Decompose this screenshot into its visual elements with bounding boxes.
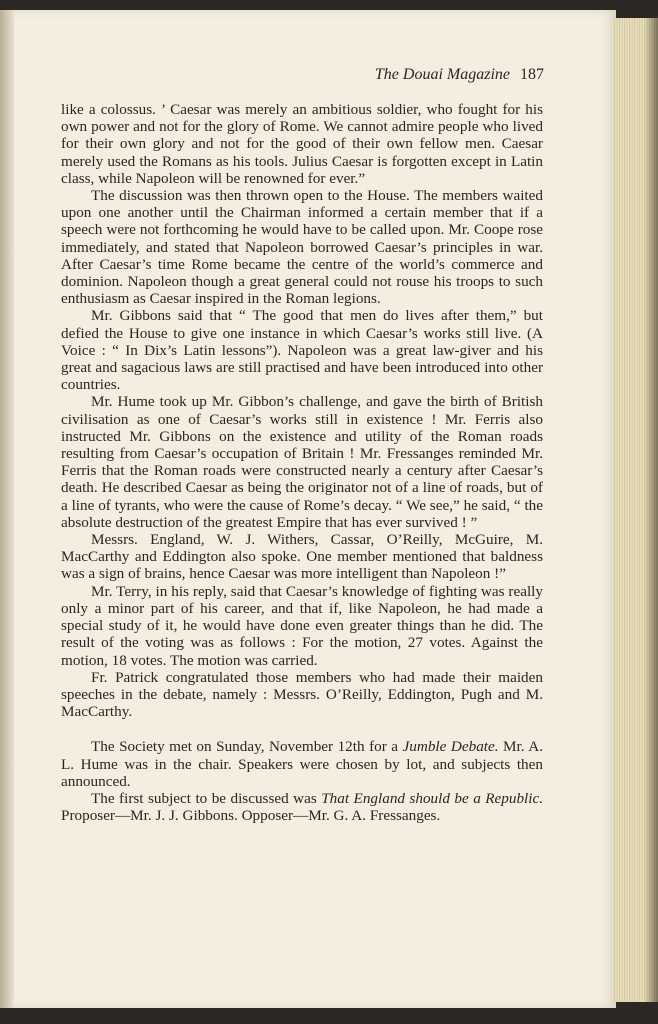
paragraph: like a colossus. ’ Caesar was merely an ambitious soldier, who fought for his own power and not for the glory of Rome. We cannot admire people who lived for their own glory and not for the good of their own fellow men. Caesar merely used the Romans as his tools. Julius Caesar is forgotten except in Latin class, while Napoleon will be renowned for ever.” (61, 101, 543, 187)
paragraph: Mr. Terry, in his reply, said that Caesar’s knowledge of fighting was really only a minor part of his career, and that if, like Napoleon, he had made a special study of it, he would have done even greater things than he did. The result of the voting was as follows : For the motion, 27 votes. Against the motion, 18 votes. The motion was carried. (61, 582, 543, 669)
body-text (61, 101, 543, 824)
paragraph: Mr. Hume took up Mr. Gibbon’s challenge, and gave the birth of British civilisation as one of Caesar’s works still in existence ! Mr. Ferris also instructed Mr. Gibbons on the existence and utility of the Roman roads resulting from Caesar’s occupation of Britain ! Mr. Fressanges reminded Mr. Ferris that the Roman roads were constructed nearly a century after Caesar’s death. He described Caesar as being the originator not of a line of roads, but of a line of tyrants, who were the cause of Rome’s decay. “ We see,” he said, “ the absolute destruction of the greatest Empire that has ever survived ! ” (61, 393, 543, 531)
paragraph: Fr. Patrick congratulated those members who had made their maiden speeches in the debate, namely : Messrs. O’Reilly, Eddington, Pugh and M. MacCarthy. (61, 668, 543, 721)
magazine-title: The Douai Magazine (374, 66, 510, 83)
page-gutter (0, 10, 14, 1008)
page-number: 187 (520, 66, 544, 83)
paragraph-first-subject: The first subject to be discussed was That England should be a Republic. Proposer—Mr. J. J. Gibbons. Opposer—Mr. G. A. Fressanges. (61, 789, 544, 825)
paragraph: Messrs. England, W. J. Withers, Cassar, O’Reilly, McGuire, M. MacCarthy and Eddington also spoke. One member mentioned that baldness was a sign of brains, hence Caesar was more intelligent than Napoleon !” (61, 531, 543, 583)
page-edges (614, 18, 658, 1002)
paragraph: Mr. Gibbons said that “ The good that men do lives after them,” but defied the House to give one instance in which Caesar’s works still live. (A Voice : “ In Dix’s Latin lessons”). Napoleon was a great law-giver and his great and sagacious laws are still practised and have been introduced into other countries. (61, 307, 543, 394)
running-header (340, 66, 544, 84)
paragraph-jumble-intro: The Society met on Sunday, November 12th for a Jumble Debate. Mr. A. L. Hume was in the chair. Speakers were chosen by lot, and subjects then announced. (61, 738, 543, 790)
paragraph: The discussion was then thrown open to the House. The members waited upon one another until the Chairman informed a certain member that if a speech were not forthcoming he would have to be called upon. Mr. Coope rose immediately, and stated that Napoleon borrowed Caesar’s principles in war. After Caesar’s time Rome became the centre of the world’s commerce and dominion. Napoleon though a great general could not rouse his troops to such enthusiasm as Caesar inspired in the Roman legions. (61, 187, 543, 308)
